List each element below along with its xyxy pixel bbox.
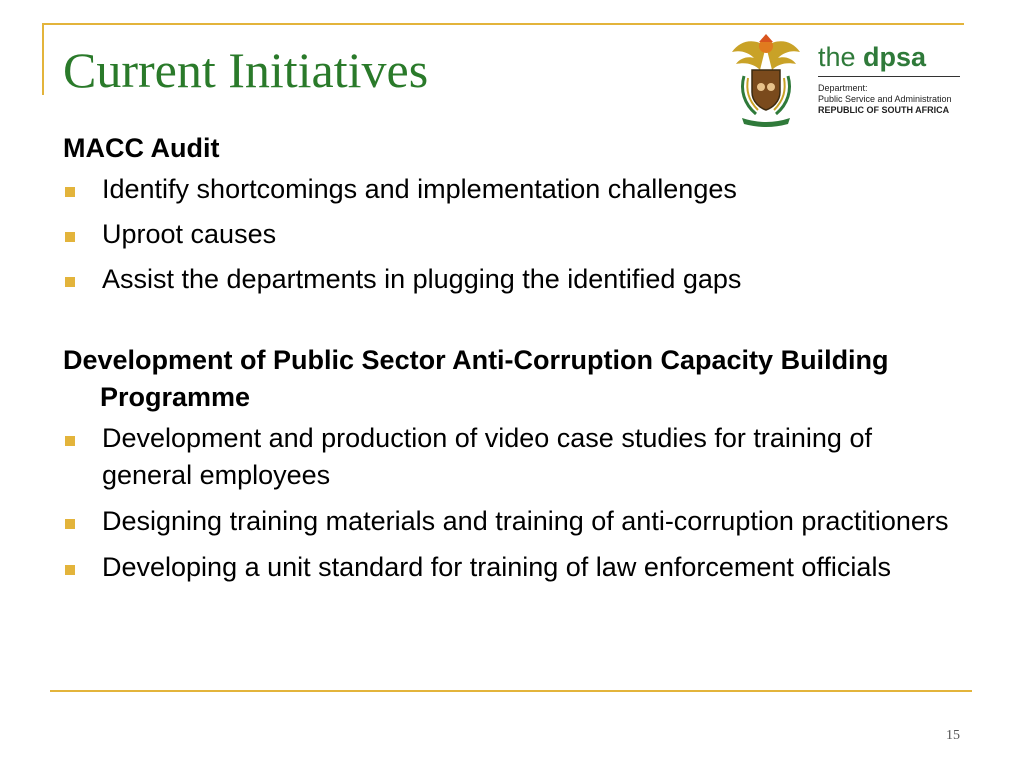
brand-bold: dpsa: [863, 42, 927, 72]
footer-divider: [50, 690, 972, 692]
list-item-text: Uproot causes: [102, 219, 277, 249]
list-item: [63, 171, 963, 208]
top-border-line: [42, 23, 964, 25]
list-item: [63, 549, 963, 586]
list-item-text: Developing a unit standard for training of law enforcement officials: [102, 552, 891, 582]
brand-department-name: Public Service and Administration: [818, 94, 952, 104]
list-item: [63, 420, 963, 494]
list-item: [63, 216, 963, 253]
brand-country: REPUBLIC OF SOUTH AFRICA: [818, 105, 950, 115]
left-border-line: [42, 23, 44, 95]
list-item-text: Assist the departments in plugging the identified gaps: [102, 264, 742, 294]
bullet-square-icon: [65, 565, 75, 575]
bullet-square-icon: [65, 519, 75, 529]
brand-thin: the: [818, 42, 864, 72]
bullet-square-icon: [65, 277, 75, 287]
bullet-square-icon: [65, 187, 75, 197]
list-item-text: Designing training materials and training of anti-corruption practitioners: [102, 506, 949, 536]
page-number: 15: [946, 728, 960, 743]
slide-title: Current Initiatives: [63, 42, 429, 98]
coat-of-arms-icon: [726, 32, 806, 128]
section-heading: MACC Audit: [63, 133, 220, 163]
section-capacity-building: [63, 342, 963, 586]
list-item-text: Development and production of video case studies for training of general employees: [102, 423, 872, 490]
bullet-square-icon: [65, 232, 75, 242]
list-item: [63, 261, 963, 298]
bullet-square-icon: [65, 436, 75, 446]
list-item: [63, 503, 963, 540]
brand-wordmark: [818, 42, 968, 72]
slide-body: [63, 130, 963, 595]
brand-block: [818, 42, 968, 116]
bullet-list: [63, 171, 963, 298]
bullet-list: [63, 420, 963, 586]
brand-divider: [818, 76, 960, 77]
section-spacer: [63, 306, 963, 342]
section-heading: Development of Public Sector Anti-Corruption Capacity Building Programme: [63, 345, 889, 412]
list-item-text: Identify shortcomings and implementation challenges: [102, 174, 737, 204]
dpsa-logo: [726, 32, 966, 128]
section-macc-audit: [63, 130, 963, 298]
brand-department-label: Department:: [818, 83, 868, 93]
